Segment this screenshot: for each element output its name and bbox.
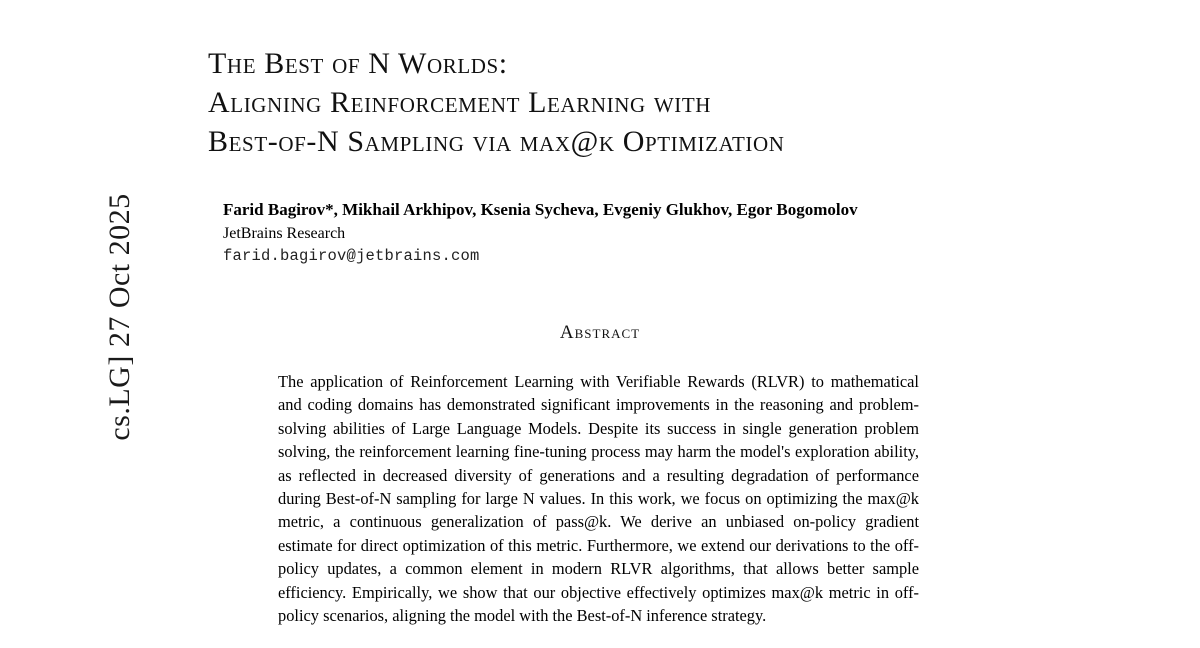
title-line-3: Best-of-N Sampling via max@k Optimization [208,125,785,158]
arxiv-vertical-stamp [0,0,136,648]
arxiv-stamp-text: cs.LG] 27 Oct 2025 [103,193,136,441]
author-block [223,199,1003,267]
abstract-body [278,370,919,627]
title-line-2: Aligning Reinforcement Learning with [208,86,712,119]
abstract-text: The application of Reinforcement Learning with Verifiable Rewards (RLVR) to mathematical and coding domains has demonstrated significant improvements in the reasoning and problem-solving abilities of Large Language Models. Despite its success in single generation problem solving, the reinforcement learning fine-tuning process may harm the model's exploration ability, as reflected in decreased diversity of generations and a resulting degradation of performance during Best-of-N sampling for large N values. In this work, we focus on optimizing the max@k metric, a continuous generalization of pass@k. We derive an unbiased on-policy gradient estimate for direct optimization of this metric. Furthermore, we extend our derivations to the off-policy updates, a common element in modern RLVR algorithms, that allows better sample efficiency. Empirically, we show that our objective effectively optimizes max@k metric in off-policy scenarios, aligning the model with the Best-of-N inference strategy. [278,372,919,626]
author-affiliation: JetBrains Research [223,225,346,242]
title-line-1: The Best of N Worlds: [208,47,508,80]
author-email[interactable]: farid.bagirov@jetbrains.com [223,247,480,265]
paper-title [208,44,1008,161]
abstract-heading: Abstract [559,322,641,343]
author-names: Farid Bagirov*, Mikhail Arkhipov, Ksenia Sycheva, Evgeniy Glukhov, Egor Bogomolov [223,200,858,219]
